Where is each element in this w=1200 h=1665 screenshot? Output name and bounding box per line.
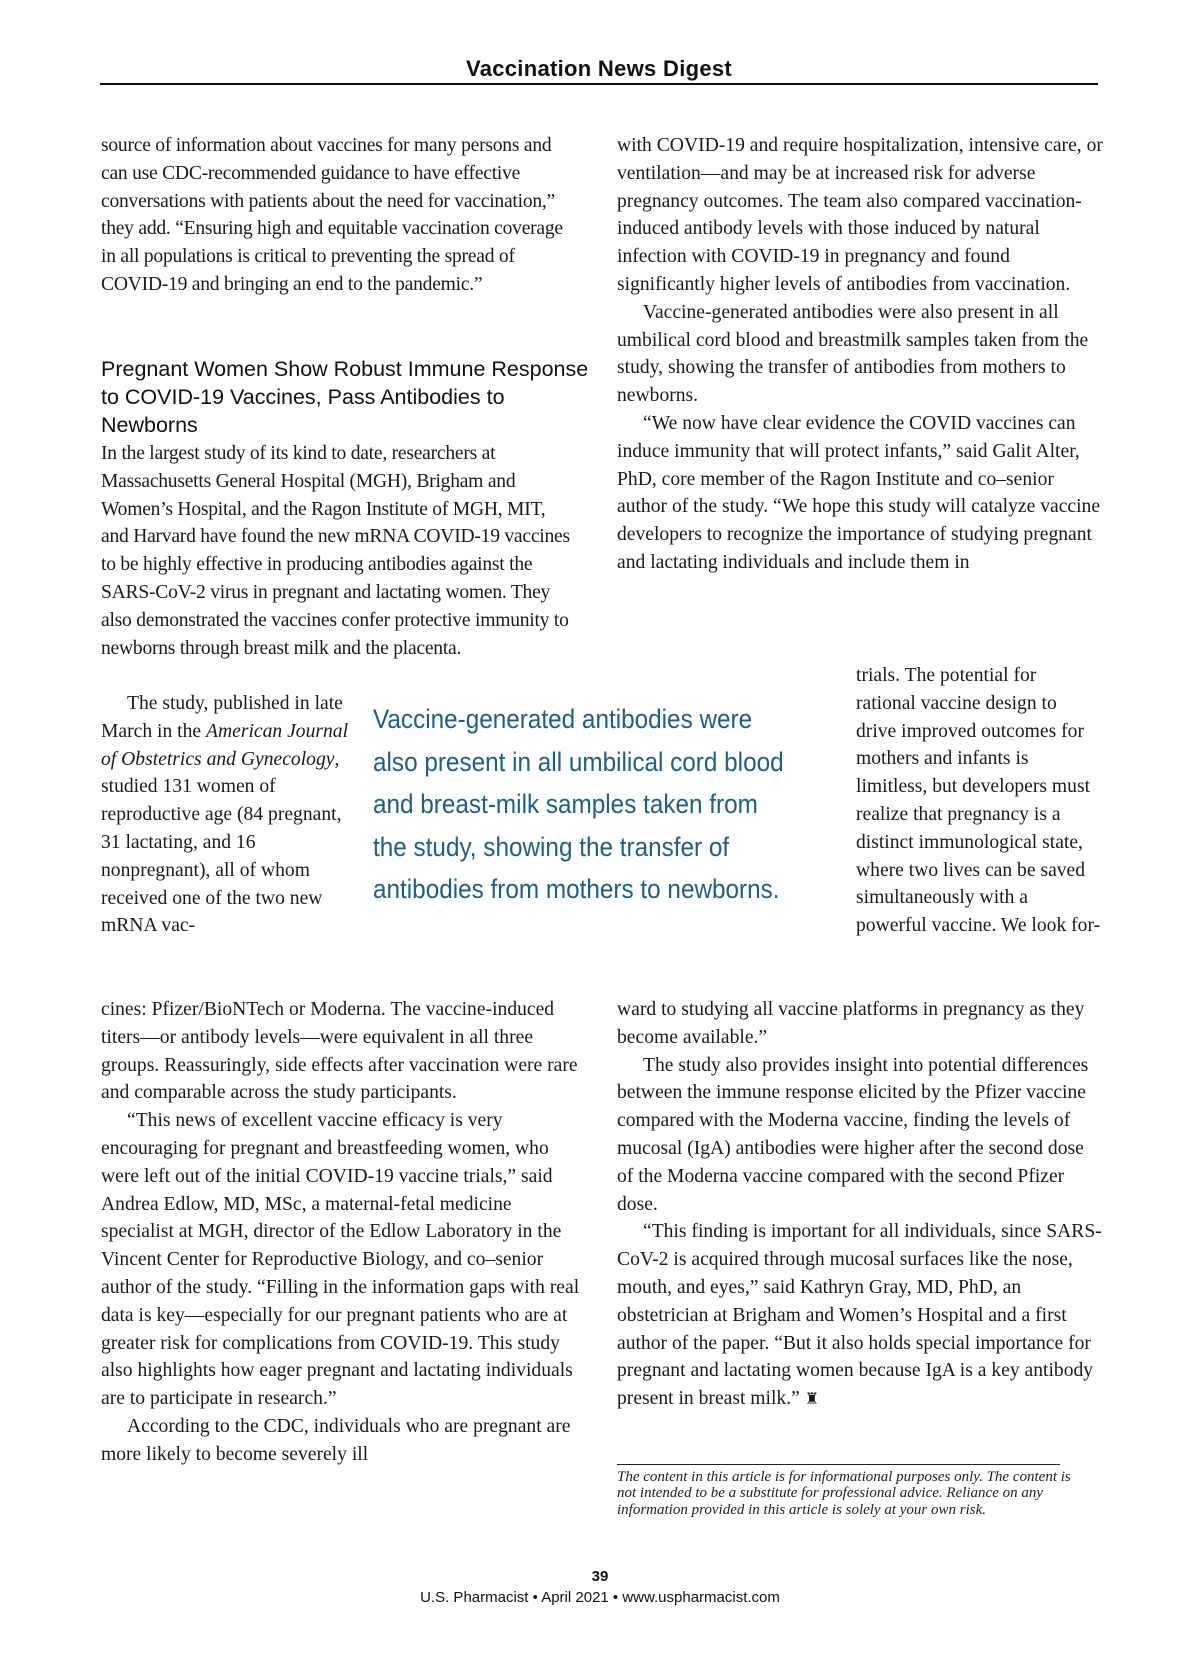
body-paragraph: cines: Pfizer/BioNTech or Moderna. The vaccine-induced titers—or antibody levels—were equivalent in all three groups. Reassuringly, side effects after vaccination were rare and comparable across the study participants. <box>101 999 578 1104</box>
body-paragraph: According to the CDC, individuals who are pregnant are more likely to become severely ill <box>101 1415 571 1465</box>
left-column-intro <box>101 440 576 662</box>
page-number: 39 <box>591 1568 609 1585</box>
page-header-title: Vaccination News Digest <box>465 56 733 81</box>
header-rule <box>100 83 1098 85</box>
body-paragraph: Vaccine-generated antibodies were also present in all umbilical cord blood and breastmilk samples taken from the study, showing the transfer of antibodies from mothers to newborns. <box>617 301 1089 407</box>
body-paragraph: “This news of excellent vaccine efficacy is very encouraging for pregnant and breastfeeding women, who were left out of the initial COVID-19 vaccine trials,” said Andrea Edlow, MD, MSc, a maternal-fetal medicine specialist at MGH, director of the Edlow Laboratory in the Vincent Center for Reproductive Biology, and co–senior author of the study. “Filling in the information gaps with real data is key—especially for our pregnant patients who are at greater risk for complications from COVID-19. This study also highlights how eager pregnant and lactating individuals are to participate in research.” <box>101 1110 580 1410</box>
body-paragraph: The study also provides insight into potential differences between the immune response elicited by the Pfizer vaccine compared with the Moderna vaccine, finding the levels of mucosal (IgA) antibodies were higher after the second dose of the Moderna vaccine compared with the second Pfizer dose. <box>617 1054 1089 1215</box>
left-column-bottom <box>101 996 583 1469</box>
journal-title: American Journal of Obstetrics and Gynecology <box>101 720 349 770</box>
text-run: , studied 131 women of reproductive age (84 pregnant, 31 lactating, and 16 nonpregnant), all of whom received one of the two new mRNA vac- <box>101 748 342 937</box>
disclaimer-rule <box>617 1464 1060 1465</box>
pull-quote: Vaccine-generated antibodies were also present in all umbilical cord blood and breast-milk samples taken from the study, showing the transfer of antibodies from mothers to newborns. <box>373 704 784 904</box>
body-paragraph: trials. The potential for rational vaccine design to drive improved outcomes for mothers and infants is limitless, but developers must realize that pregnancy is a distinct immunological state, where two lives can be saved simultaneously with a powerful vaccine. We look for- <box>856 665 1101 937</box>
body-paragraph: with COVID-19 and require hospitalization, intensive care, or ventilation—and may be at increased risk for adverse pregnancy outcomes. The team also compared vaccination-induced antibody levels with those induced by natural infection with COVID-19 in pregnancy and found significantly higher levels of antibodies from vaccination. <box>617 135 1103 295</box>
body-paragraph <box>101 690 351 940</box>
article-subhead: Pregnant Women Show Robust Immune Response to COVID-19 Vaccines, Pass Antibodies to Newborns <box>101 357 589 437</box>
body-paragraph: ward to studying all vaccine platforms in pregnancy as they become available.” <box>617 999 1085 1048</box>
body-paragraph: source of information about vaccines for many persons and can use CDC-recommended guidance to have effective conversations with patients about the need for vaccination,” they add. “Ensuring high and equitable vaccination coverage in all populations is critical to preventing the spread of COVID-19 and bringing an end to the pandemic.” <box>101 135 563 295</box>
right-column-bottom <box>617 996 1105 1414</box>
body-paragraph <box>617 1218 1105 1414</box>
right-column-narrow <box>856 662 1101 940</box>
right-column-top <box>617 132 1105 577</box>
disclaimer-text: The content in this article is for informational purposes only. The content is not intended to be a substitute for professional advice. Reliance on any information provided in this article is solely at your own risk. <box>617 1469 1071 1518</box>
left-column-narrow <box>101 690 351 940</box>
body-paragraph: “We now have clear evidence the COVID vaccines can induce immunity that will protect infants,” said Galit Alter, PhD, core member of the Ragon Institute and co–senior author of the study. “We hope this study will catalyze vaccine developers to recognize the importance of studying pregnant and lactating individuals and include them in <box>617 412 1101 573</box>
end-mark-icon: ♜ <box>804 1391 820 1409</box>
publication-footer: U.S. Pharmacist • April 2021 • www.uspharmacist.com <box>420 1589 780 1606</box>
body-paragraph: In the largest study of its kind to date, researchers at Massachusetts General Hospital (MGH), Brigham and Women’s Hospital, and the Ragon Institute of MGH, MIT, and Harvard have found the new mRNA COVID-19 vaccines to be highly effective in producing antibodies against the SARS-CoV-2 virus in pregnant and lactating women. They also demonstrated the vaccines confer protective immunity to newborns through breast milk and the placenta. <box>101 443 570 659</box>
left-column-top <box>101 132 576 299</box>
text-run: “This finding is important for all individuals, since SARS-CoV-2 is acquired through mucosal surfaces like the nose, mouth, and eyes,” said Kathryn Gray, MD, PhD, an obstetrician at Brigham and Women’s Hospital and a first author of the paper. “But it also holds special importance for pregnant and lactating women because IgA is a key antibody present in breast milk.” <box>617 1221 1102 1410</box>
text-run: The study, published in late March in the <box>101 693 343 742</box>
